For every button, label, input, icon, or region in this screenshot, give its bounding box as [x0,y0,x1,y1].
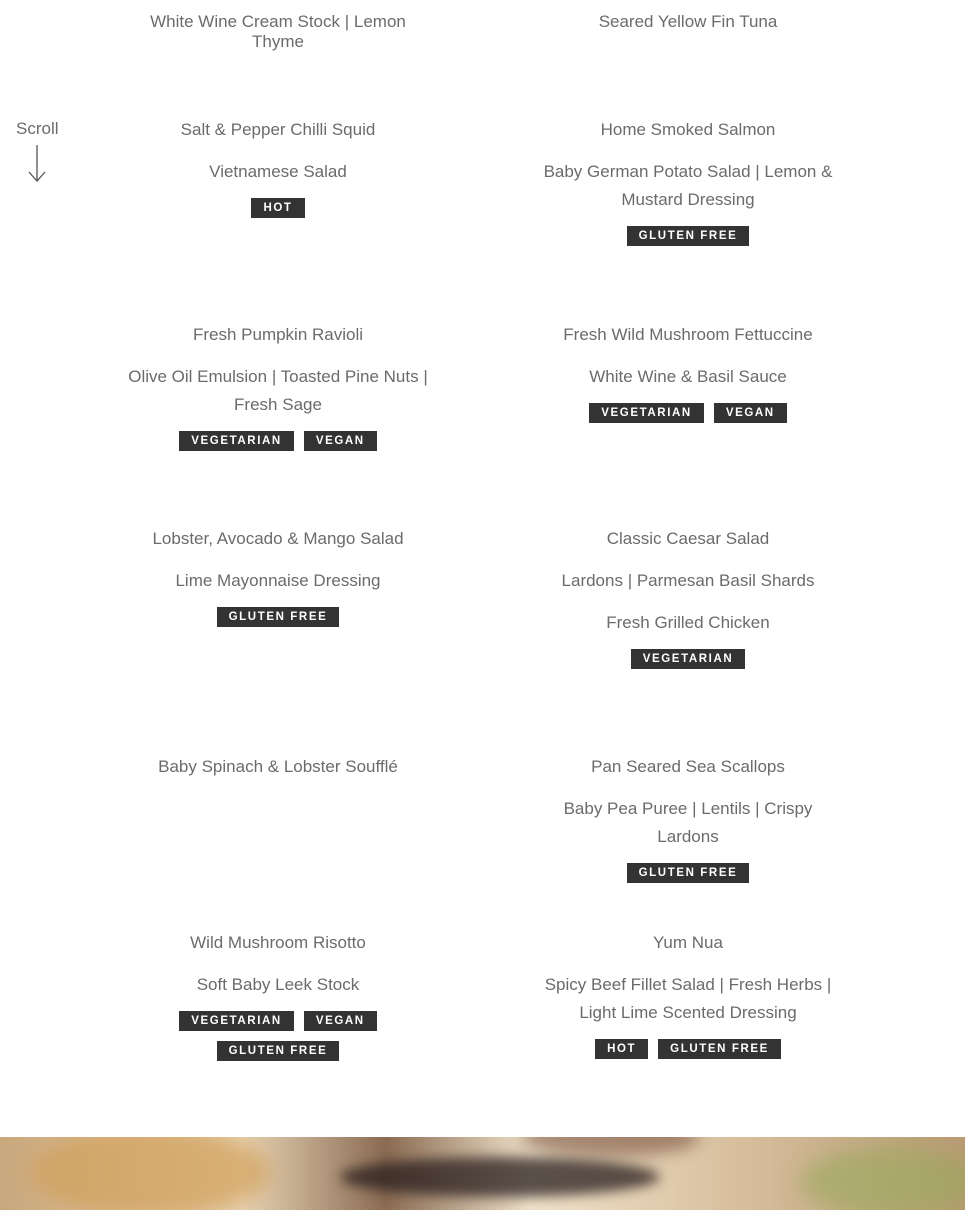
dish-description [128,363,428,419]
dish-title: Fresh Wild Mushroom Fettuccine [563,325,813,344]
arrow-down-icon [27,143,47,183]
dish-description: Vietnamese Salad [209,162,347,181]
dietary-tags [538,226,838,246]
menu-item [128,118,428,218]
scroll-indicator[interactable] [16,119,58,183]
tag-gluten-free: GLUTEN FREE [217,1041,340,1061]
dietary-tags [538,863,838,883]
tag-gluten-free: GLUTEN FREE [627,226,750,246]
dish-title: Pan Seared Sea Scallops [591,757,785,776]
menu-item [538,323,838,423]
tag-vegan: VEGAN [714,403,787,423]
dish-title: Baby Spinach & Lobster Soufflé [158,757,398,776]
food-photo-banner [0,1137,965,1210]
dish-description: White Wine Cream Stock | Lemon Thyme [150,12,406,51]
dietary-tags [538,403,838,423]
photo-shape [520,1137,700,1157]
tag-vegan: VEGAN [304,1011,377,1031]
menu-item [128,755,428,795]
dietary-tags [128,198,428,218]
dish-title: Seared Yellow Fin Tuna [598,12,778,31]
dietary-tags [128,607,428,627]
dietary-tags [538,649,838,669]
dish-description-line: Spicy Beef Fillet Salad | Fresh Herbs | [544,975,832,994]
dish-title: Home Smoked Salmon [600,120,776,139]
tag-vegetarian: VEGETARIAN [179,431,294,451]
menu-item [538,931,838,1059]
dish-title: Lobster, Avocado & Mango Salad [152,529,404,548]
dish-description-line: Light Lime Scented Dressing [579,1003,797,1022]
dish-description-line: Mustard Dressing [621,190,755,209]
menu-item [538,755,838,883]
dish-title: Salt & Pepper Chilli Squid [180,120,376,139]
dish-description: Lardons | Parmesan Basil Shards [561,571,815,590]
tag-gluten-free: GLUTEN FREE [658,1039,781,1059]
dish-description: Baby Pea Puree | Lentils | Crispy Lardons [563,799,813,846]
tag-hot: HOT [595,1039,648,1059]
dietary-tags [538,1039,838,1059]
tag-gluten-free: GLUTEN FREE [217,607,340,627]
scroll-label: Scroll [16,119,59,138]
dish-title: Yum Nua [653,933,723,952]
menu-item [538,527,838,669]
tag-gluten-free: GLUTEN FREE [627,863,750,883]
menu-item [538,118,838,246]
menu-item [128,323,428,451]
tag-hot: HOT [251,198,304,218]
dish-description-line: Olive Oil Emulsion | Toasted Pine Nuts | [128,367,428,386]
photo-shape [30,1137,270,1210]
tag-vegetarian: VEGETARIAN [179,1011,294,1031]
dish-description: White Wine & Basil Sauce [589,367,787,386]
dish-title: Classic Caesar Salad [606,529,770,548]
dish-description-line: Fresh Sage [234,395,322,414]
dish-description-line: Baby German Potato Salad | Lemon & [543,162,833,181]
dish-title: Fresh Pumpkin Ravioli [192,325,364,344]
tag-vegetarian: VEGETARIAN [589,403,704,423]
photo-shape [800,1147,965,1210]
dietary-tags [178,1011,378,1061]
tag-vegetarian: VEGETARIAN [631,649,746,669]
menu-item [128,527,428,627]
dish-addon: Fresh Grilled Chicken [606,613,770,632]
dish-description [538,158,838,214]
dish-description [538,971,838,1027]
dietary-tags [128,431,428,451]
dish-description: Lime Mayonnaise Dressing [175,571,381,590]
tag-vegan: VEGAN [304,431,377,451]
dish-title: Wild Mushroom Risotto [190,933,366,952]
menu-item [128,931,428,1061]
photo-shape [340,1157,660,1197]
dish-description: Soft Baby Leek Stock [196,975,360,994]
